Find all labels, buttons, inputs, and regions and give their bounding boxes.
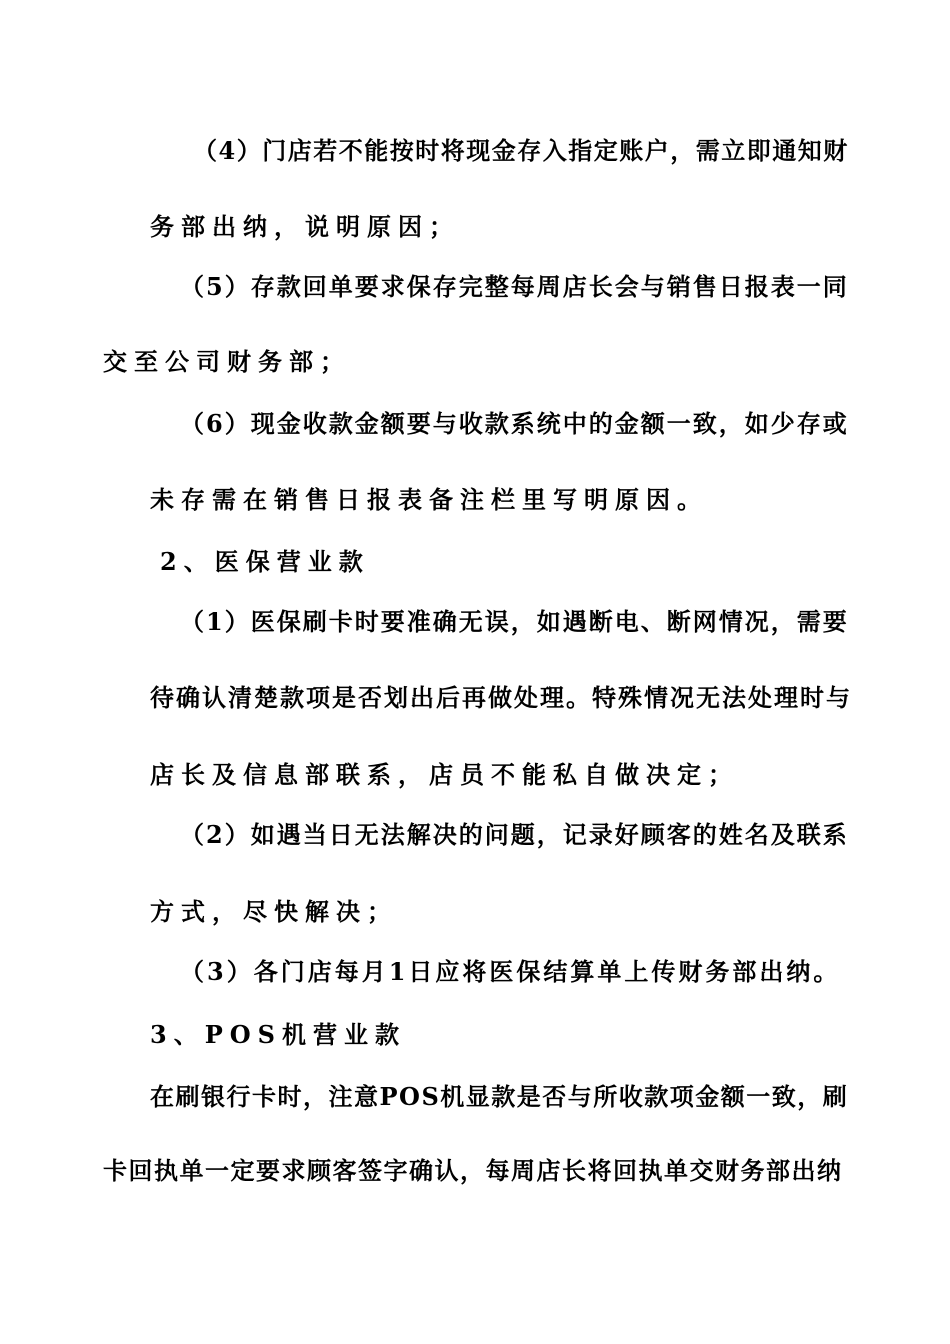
paragraph-line: 交至公司财务部； [103, 347, 351, 376]
paragraph-line: 店长及信息部联系，店员不能私自做决定； [150, 760, 739, 789]
paragraph-line: 方式，尽快解决； [150, 897, 398, 926]
section-heading: 3、POS机营业款 [150, 1020, 406, 1049]
paragraph-line: （4）门店若不能按时将现金存入指定账户，需立即通知财 [193, 136, 849, 165]
paragraph-line: （3）各门店每月1日应将医保结算单上传财务部出纳。 [180, 957, 841, 986]
paragraph-line: （1）医保刷卡时要准确无误，如遇断电、断网情况，需要 [180, 607, 849, 636]
paragraph-line: （5）存款回单要求保存完整每周店长会与销售日报表一同 [180, 272, 849, 301]
paragraph-line: 待确认清楚款项是否划出后再做处理。特殊情况无法处理时与 [150, 683, 852, 712]
paragraph-line: 卡回执单一定要求顾客签字确认，每周店长将回执单交财务部出纳 [103, 1156, 843, 1185]
paragraph-line: （6）现金收款金额要与收款系统中的金额一致，如少存或 [180, 409, 849, 438]
section-heading: 2、医保营业款 [160, 547, 370, 576]
paragraph-line: 在刷银行卡时，注意POS机显款是否与所收款项金额一致，刷 [150, 1082, 849, 1111]
paragraph-line: 务部出纳，说明原因； [150, 212, 460, 241]
paragraph-line: 未存需在销售日报表备注栏里写明原因。 [150, 485, 708, 514]
paragraph-line: （2）如遇当日无法解决的问题，记录好顾客的姓名及联系 [180, 820, 849, 849]
